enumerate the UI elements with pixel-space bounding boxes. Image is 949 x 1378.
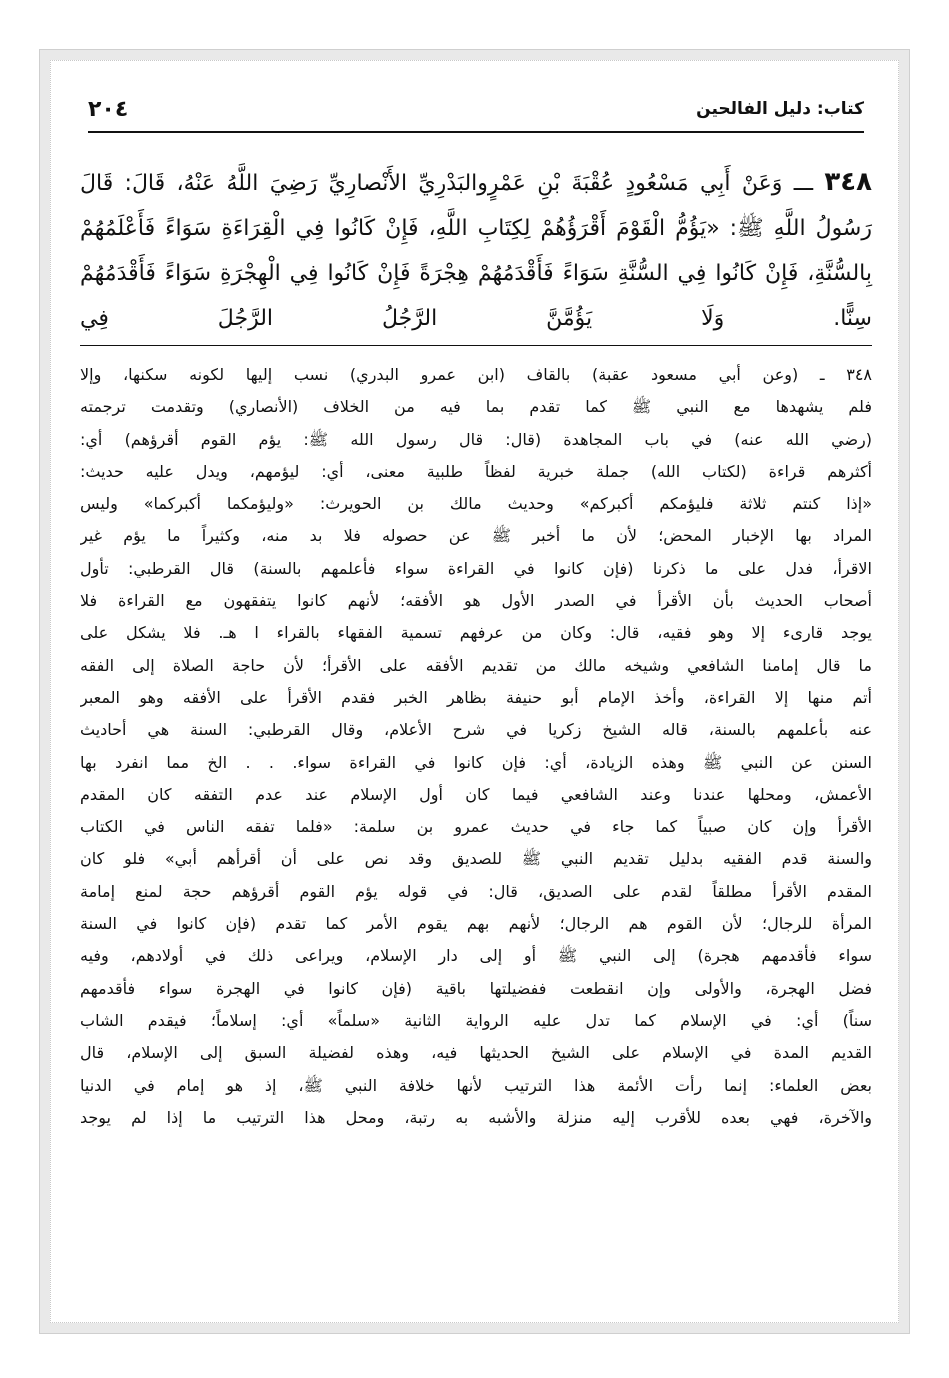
commentary-line: ٣٤٨ ـ (وعن أبي مسعود عقبة) بالقاف (ابن عمرو البدري) نسب إليها لكونه سكنها، وإلا <box>80 365 872 384</box>
commentary-line: أكثرهم قراءة (لكتاب الله) جملة خبرية لفظاً طلبية معنى، أي: ليؤمهم، ويدل عليه حديث: <box>80 461 872 481</box>
commentary-line: السنن عن النبي ﷺ وهذه الزيادة، أي: فإن كانوا في القراءة سواء. . . الخ مما انفرد بها <box>80 752 872 772</box>
commentary-block <box>80 359 872 1134</box>
commentary-line: فضل الهجرة، والأولى وإن انقطعت ففضيلتها باقية (فإن كانوا في الهجرة سواء فأقدمهم <box>80 978 872 998</box>
hadith-dash: ـــ <box>793 171 814 196</box>
page-number: ٢٠٤ <box>88 96 129 122</box>
commentary-line: المراد بها الإخبار المحض؛ لأن ما أخبر ﷺ عن حصوله فلا بد منه، وكثيراً ما يؤم غير <box>80 526 872 546</box>
commentary-line: «إذا كنتم ثلاثة فليؤمكم أكبركم» وحديث مالك بن الحويرث: «وليؤمكما أكبركما» وليس <box>80 494 872 514</box>
commentary-line: الأعمش، ومحلها عندنا وعند الشافعي فيما كان أول الإسلام عند عدم التفقه كان المقدم <box>80 784 872 804</box>
page-header <box>88 92 864 126</box>
commentary-line: يوجد قارىء إلا وهو فقيه، قال: وكان من عرفهم تسمية الفقهاء بالقراء ا هـ. فلا يشكل على <box>80 623 872 643</box>
commentary-line: سواء فأقدمهم هجرة) إلى النبي ﷺ أو إلى دار الإسلام، ويراعى ذلك في أولادهم، وفيه <box>80 946 872 966</box>
hadith-text-block <box>80 160 872 341</box>
commentary-line: الأقرأ وإن كان صبياً كما جاء في حديث عمرو بن سلمة: «فلما تفقه الناس في الكتاب <box>80 817 872 837</box>
commentary-line: سناً) أي: في الإسلام كما تدل عليه الرواية الثانية «سلماً» أي: إسلاماً؛ فيقدم الشاب <box>80 1010 872 1030</box>
commentary-line: المقدم الأقرأ مطلقاً لقدم على الصديق، قال: في قوله يؤم القوم أقرؤهم حجة لمنع إمامة <box>80 881 872 901</box>
hadith-number: ٣٤٨ <box>824 167 873 197</box>
commentary-line: فلم يشهدها مع النبي ﷺ كما تقدم بما فيه من الخلاف (الأنصاري) وتقدمت ترجمته <box>80 397 872 417</box>
commentary-line: أصحاب الحديث بأن الأقرأ في الصدر الأول هو الأفقه؛ لأنهم كانوا يتفقهون مع القراءة فلا <box>80 591 872 611</box>
commentary-line: بعض العلماء: إنما رأت الأئمة هذا الترتيب لأنها خلافة النبي ﷺ، إذ هو إمام في الدنيا <box>80 1075 872 1095</box>
commentary-line: (رضي الله عنه) في باب المجاهدة (قال: قال رسول الله ﷺ: يؤم القوم أقرؤهم) أي: <box>80 429 872 449</box>
header-rule <box>88 131 864 133</box>
commentary-line: القديم المدة في الإسلام على الشيخ الحديثها فيه، وهذه لفضيلة السبق إلى الإسلام، قال <box>80 1043 872 1063</box>
commentary-line: والسنة قدم الفقيه بدليل تقديم النبي ﷺ للصديق وقد نص على أن أقرأهم أبي» فلو كان <box>80 849 872 869</box>
commentary-line: أتم منها إلا القراءة، وأخذ الإمام أبو حنيفة بظاهر الخبر فقدم الأقرأ على الأفقه وهو المعبر <box>80 687 872 707</box>
section-divider <box>80 345 872 346</box>
commentary-line: المرأة للرجال؛ لأن القوم هم الرجال؛ لأنهم بهم يقوم الأمر كما تقدم (فإن كانوا في السنة <box>80 914 872 934</box>
commentary-line: والآخرة، فهي بعده للأقرب إليه منزلة والأشبه به رتبة، ومحل هذا الترتيب ما إذا لم يوجد <box>80 1107 872 1127</box>
book-title: كتاب: دليل الفالحين <box>696 99 864 119</box>
commentary-line: الاقرأ، فدل على ما ذكرنا (فإن كانوا في القراءة سواء فأعلمهم بالسنة) قال القرطبي: تأول <box>80 558 872 578</box>
commentary-line: ما قال إمامنا الشافعي وشيخه مالك من تقديم الأفقه على الأقرأ؛ لأن حاجة الصلاة إلى الفقه <box>80 655 872 675</box>
hadith-body: وَعَنْ أَبِي مَسْعُودٍ عُقْبَةَ بْنِ عَمْرٍوالبَدْرِيِّ الأَنْصارِيِّ رَضِيَ اللَّهُ عَنْهُ، قَالَ: قَالَ رَسُولُ اللَّهِ ﷺ: «يَؤُمُّ الْقَوْمَ أَقْرَؤُهُمْ لِكِتَابِ اللَّهِ، فَإِنْ كَانُوا فِي الْقِرَاءَةِ سَوَاءً فَأَعْلَمُهُمْ بِالسُّنَّةِ، فَإِنْ كَانُوا فِي السُّنَّةِ سَوَاءً فَأَقْدَمُهُمْ هِجْرَةً فَإِنْ كَانُوا فِي الْهِجْرَةِ سَوَاءً فَأَقْدَمُهُمْ سِنًّا. وَلَا يَؤُمَّنَّ الرَّجُلُ الرَّجُلَ فِي <box>80 171 872 331</box>
commentary-line: عنه بأعلمهم بالسنة، قاله الشيخ زكريا في شرح الأعلام، وقال القرطبي: السنة هي أحاديث <box>80 720 872 740</box>
